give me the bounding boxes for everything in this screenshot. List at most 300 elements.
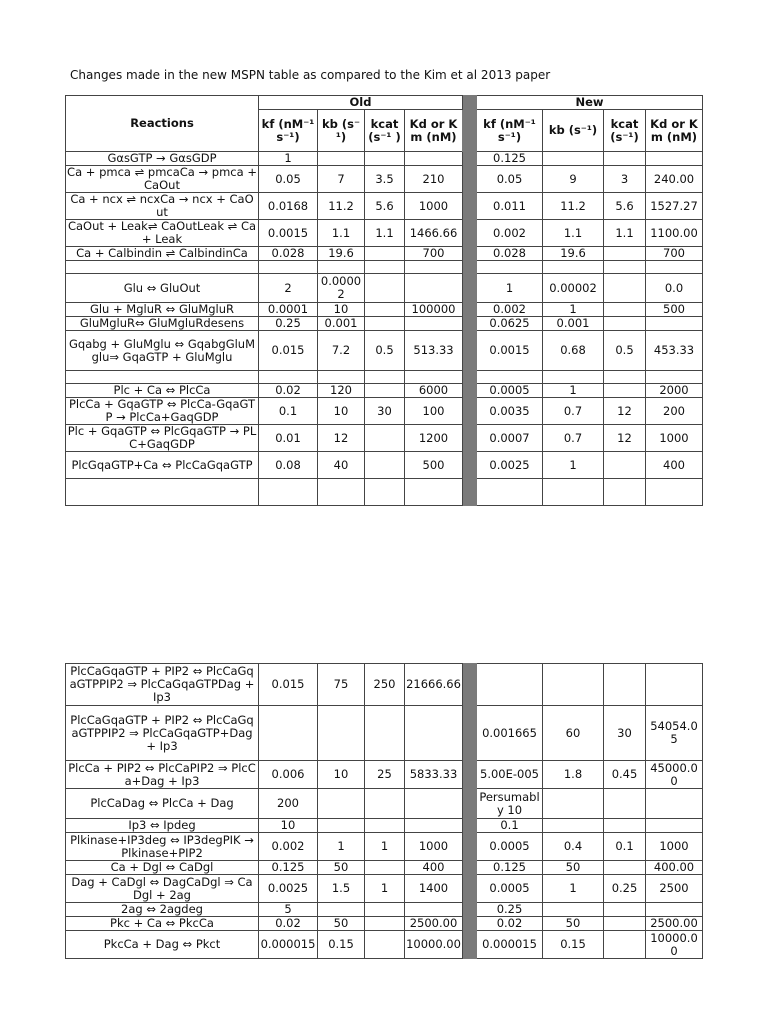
new-kf-cell: 0.002 (477, 303, 543, 317)
column-separator (463, 274, 477, 303)
new-kcat-cell (604, 861, 646, 875)
old-kb-cell: 10 (318, 303, 365, 317)
old-kf-cell: 0.028 (259, 247, 318, 261)
old-kd-cell (405, 261, 463, 274)
new-kcat-cell: 12 (604, 425, 646, 452)
reaction-cell: Plkinase+IP3deg ⇔ IP3degPIK → Plkinase+PIP2 (66, 833, 259, 861)
old-kb-cell: 19.6 (318, 247, 365, 261)
old-kd-cell (405, 819, 463, 833)
old-kd-header: Kd or Km (nM) (405, 110, 463, 152)
new-kb-cell: 1.1 (543, 220, 604, 247)
new-kd-cell: 1000 (646, 833, 703, 861)
table-row (66, 331, 703, 371)
new-kf-header: kf (nM⁻¹ s⁻¹) (477, 110, 543, 152)
new-kd-cell (646, 371, 703, 384)
new-kb-cell (543, 261, 604, 274)
old-kd-cell (405, 274, 463, 303)
new-kf-cell: 5.00E-005 (477, 761, 543, 789)
new-kcat-cell (604, 789, 646, 819)
old-kd-cell: 1400 (405, 875, 463, 903)
old-kcat-cell (365, 861, 405, 875)
new-kf-cell: 0.028 (477, 247, 543, 261)
new-kf-cell (477, 371, 543, 384)
new-kcat-cell: 5.6 (604, 193, 646, 220)
table-row (66, 479, 703, 506)
new-kb-cell (543, 371, 604, 384)
reaction-cell: PlcCaDag ⇔ PlcCa + Dag (66, 789, 259, 819)
old-kcat-cell (365, 303, 405, 317)
reaction-cell (66, 371, 259, 384)
old-kb-cell: 12 (318, 425, 365, 452)
reaction-cell: PkcCa + Dag ⇔ Pkct (66, 931, 259, 959)
table-row (66, 193, 703, 220)
new-kb-cell: 0.4 (543, 833, 604, 861)
old-kcat-cell (365, 479, 405, 506)
new-kd-cell (646, 664, 703, 706)
reaction-cell: Ip3 ⇔ Ipdeg (66, 819, 259, 833)
old-kcat-cell (365, 917, 405, 931)
table-row (66, 875, 703, 903)
column-separator (463, 425, 477, 452)
old-kf-cell: 0.015 (259, 664, 318, 706)
old-kd-cell: 5833.33 (405, 761, 463, 789)
column-separator (463, 261, 477, 274)
new-kb-cell: 1 (543, 875, 604, 903)
table-row (66, 917, 703, 931)
new-kf-cell: 0.0035 (477, 398, 543, 425)
new-kd-cell: 2500 (646, 875, 703, 903)
table-row (66, 861, 703, 875)
new-kcat-cell (604, 247, 646, 261)
old-kb-cell (318, 789, 365, 819)
new-kb-cell: 0.001 (543, 317, 604, 331)
reaction-cell: PlcGqaGTP+Ca ⇔ PlcCaGqaGTP (66, 452, 259, 479)
new-kcat-cell (604, 903, 646, 917)
column-separator (463, 96, 477, 152)
old-kf-cell: 5 (259, 903, 318, 917)
new-kcat-cell (604, 371, 646, 384)
new-kb-cell: 0.00002 (543, 274, 604, 303)
old-kf-cell: 0.0001 (259, 303, 318, 317)
new-kf-cell: 0.0005 (477, 384, 543, 398)
old-kf-cell: 0.02 (259, 917, 318, 931)
new-kd-cell: 45000.00 (646, 761, 703, 789)
old-kd-cell: 400 (405, 861, 463, 875)
new-kf-cell: 1 (477, 274, 543, 303)
old-kcat-cell (365, 425, 405, 452)
old-kd-cell: 21666.66 (405, 664, 463, 706)
new-kd-cell: 200 (646, 398, 703, 425)
old-kf-cell: 0.0015 (259, 220, 318, 247)
old-kd-cell: 6000 (405, 384, 463, 398)
column-separator (463, 371, 477, 384)
old-kcat-cell (365, 706, 405, 761)
reaction-cell: Pkc + Ca ⇔ PkcCa (66, 917, 259, 931)
old-kf-cell: 2 (259, 274, 318, 303)
old-kcat-cell: 250 (365, 664, 405, 706)
old-kf-header: kf (nM⁻¹ s⁻¹) (259, 110, 318, 152)
reaction-cell: 2ag ⇔ 2agdeg (66, 903, 259, 917)
old-kb-cell (318, 819, 365, 833)
rate-constants-table-part-2 (65, 663, 703, 959)
column-separator (463, 833, 477, 861)
new-kd-header: Kd or Km (nM) (646, 110, 703, 152)
new-kf-cell: 0.125 (477, 152, 543, 166)
new-kd-cell: 700 (646, 247, 703, 261)
old-kcat-cell: 25 (365, 761, 405, 789)
new-kf-cell: 0.011 (477, 193, 543, 220)
new-kb-cell (543, 664, 604, 706)
column-separator (463, 917, 477, 931)
table-row (66, 706, 703, 761)
old-kb-cell (318, 371, 365, 384)
new-kf-cell: 0.000015 (477, 931, 543, 959)
table-row (66, 452, 703, 479)
new-kcat-cell (604, 303, 646, 317)
table-row (66, 761, 703, 789)
old-kf-cell: 0.006 (259, 761, 318, 789)
old-kcat-cell: 1 (365, 875, 405, 903)
new-kf-cell: 0.0025 (477, 452, 543, 479)
new-kf-cell: 0.0005 (477, 875, 543, 903)
old-kb-cell: 10 (318, 761, 365, 789)
old-kd-cell: 513.33 (405, 331, 463, 371)
new-kcat-cell: 0.25 (604, 875, 646, 903)
table-row (66, 833, 703, 861)
new-kd-cell: 1527.27 (646, 193, 703, 220)
old-kb-cell: 7 (318, 166, 365, 193)
reaction-cell: Plc + Ca ⇔ PlcCa (66, 384, 259, 398)
old-kcat-cell (365, 452, 405, 479)
old-kd-cell: 100 (405, 398, 463, 425)
rate-constants-table-part-1 (65, 95, 703, 506)
new-kb-cell: 1 (543, 452, 604, 479)
column-separator (463, 331, 477, 371)
old-kcat-cell: 3.5 (365, 166, 405, 193)
table-row (66, 247, 703, 261)
table-body (66, 152, 703, 506)
new-kcat-cell: 1.1 (604, 220, 646, 247)
old-kb-cell: 10 (318, 398, 365, 425)
new-kcat-cell (604, 384, 646, 398)
old-kb-cell (318, 479, 365, 506)
new-kb-cell: 0.7 (543, 398, 604, 425)
old-kcat-cell (365, 384, 405, 398)
new-kf-cell (477, 664, 543, 706)
new-kcat-cell: 3 (604, 166, 646, 193)
new-kd-cell: 1100.00 (646, 220, 703, 247)
table-row (66, 166, 703, 193)
new-kf-cell: 0.05 (477, 166, 543, 193)
table-row (66, 220, 703, 247)
new-kcat-cell: 0.5 (604, 331, 646, 371)
old-kcat-header: kcat (s⁻¹ ) (365, 110, 405, 152)
reaction-cell: Plc + GqaGTP ⇔ PlcGqaGTP → PLC+GaqGDP (66, 425, 259, 452)
old-kcat-cell: 0.5 (365, 331, 405, 371)
new-kb-cell: 60 (543, 706, 604, 761)
new-kd-cell: 400 (646, 452, 703, 479)
old-kcat-cell (365, 317, 405, 331)
new-kd-cell: 2000 (646, 384, 703, 398)
reaction-cell: PlcCa + GqaGTP ⇔ PlcCa-GqaGTP → PlcCa+GaqGDP (66, 398, 259, 425)
new-kd-cell (646, 903, 703, 917)
column-separator (463, 861, 477, 875)
column-separator (463, 452, 477, 479)
old-kb-cell: 7.2 (318, 331, 365, 371)
old-kd-cell (405, 706, 463, 761)
new-kb-cell: 50 (543, 861, 604, 875)
new-kd-cell: 10000.00 (646, 931, 703, 959)
new-kb-cell: 0.68 (543, 331, 604, 371)
new-kb-header: kb (s⁻¹) (543, 110, 604, 152)
table-row (66, 152, 703, 166)
column-separator (463, 193, 477, 220)
old-kcat-cell: 1.1 (365, 220, 405, 247)
old-kf-cell (259, 706, 318, 761)
column-separator (463, 303, 477, 317)
table-row (66, 903, 703, 917)
old-kf-cell (259, 371, 318, 384)
table-row (66, 789, 703, 819)
new-kf-cell: 0.25 (477, 903, 543, 917)
old-kd-cell: 1000 (405, 193, 463, 220)
table-row (66, 819, 703, 833)
old-kd-cell: 500 (405, 452, 463, 479)
old-kb-cell (318, 903, 365, 917)
new-kcat-cell (604, 452, 646, 479)
new-kd-cell: 54054.05 (646, 706, 703, 761)
old-kcat-cell (365, 931, 405, 959)
reaction-cell: GluMgluR⇔ GluMgluRdesens (66, 317, 259, 331)
reaction-cell: PlcCa + PIP2 ⇔ PlcCaPIP2 ⇒ PlcCa+Dag + Ip3 (66, 761, 259, 789)
new-kb-cell: 9 (543, 166, 604, 193)
old-kb-cell: 11.2 (318, 193, 365, 220)
new-kf-cell (477, 261, 543, 274)
column-separator (463, 875, 477, 903)
old-kf-cell: 0.08 (259, 452, 318, 479)
column-separator (463, 761, 477, 789)
new-kb-cell (543, 789, 604, 819)
new-kcat-cell (604, 317, 646, 331)
old-kf-cell (259, 479, 318, 506)
new-kf-cell: 0.0625 (477, 317, 543, 331)
old-kf-cell: 0.125 (259, 861, 318, 875)
new-kf-cell (477, 479, 543, 506)
old-kcat-cell (365, 903, 405, 917)
old-kb-cell: 1.1 (318, 220, 365, 247)
new-kf-cell: Persumably 10 (477, 789, 543, 819)
new-kcat-cell (604, 931, 646, 959)
old-kb-cell (318, 152, 365, 166)
table-caption: Changes made in the new MSPN table as compared to the Kim et al 2013 paper (70, 68, 551, 82)
reaction-cell: GαsGTP → GαsGDP (66, 152, 259, 166)
new-kcat-cell (604, 479, 646, 506)
old-kf-cell: 0.01 (259, 425, 318, 452)
old-group-header: Old (259, 96, 463, 110)
old-kd-cell: 100000 (405, 303, 463, 317)
old-kb-cell: 50 (318, 917, 365, 931)
new-kb-cell: 0.7 (543, 425, 604, 452)
column-separator (463, 789, 477, 819)
reaction-cell: Ca + Dgl ⇔ CaDgl (66, 861, 259, 875)
old-kcat-cell: 30 (365, 398, 405, 425)
new-kd-cell (646, 317, 703, 331)
old-kd-cell: 210 (405, 166, 463, 193)
column-separator (463, 398, 477, 425)
table-row (66, 425, 703, 452)
old-kcat-cell (365, 261, 405, 274)
old-kb-cell: 0.001 (318, 317, 365, 331)
column-separator (463, 819, 477, 833)
column-separator (463, 479, 477, 506)
new-kd-cell (646, 819, 703, 833)
column-separator (463, 706, 477, 761)
new-kf-cell: 0.0005 (477, 833, 543, 861)
new-kb-cell (543, 819, 604, 833)
table-row (66, 931, 703, 959)
old-kd-cell (405, 903, 463, 917)
old-kd-cell (405, 371, 463, 384)
reaction-cell: Ca + pmca ⇌ pmcaCa → pmca + CaOut (67, 165, 257, 192)
reactions-header: Reactions (66, 96, 259, 152)
old-kf-cell: 0.05 (259, 166, 318, 193)
old-kd-cell (405, 317, 463, 331)
new-kf-cell: 0.0007 (477, 425, 543, 452)
old-kf-cell: 0.25 (259, 317, 318, 331)
new-kb-cell: 1 (543, 303, 604, 317)
old-kcat-cell: 5.6 (365, 193, 405, 220)
table-row (66, 371, 703, 384)
new-kd-cell: 453.33 (646, 331, 703, 371)
old-kcat-cell (365, 789, 405, 819)
new-group-header: New (477, 96, 703, 110)
new-kf-cell: 0.1 (477, 819, 543, 833)
new-kf-cell: 0.001665 (477, 706, 543, 761)
old-kcat-cell (365, 371, 405, 384)
new-kcat-cell (604, 917, 646, 931)
reaction-cell: Gqabg + GluMglu ⇔ GqabgGluMglu⇒ GqaGTP + GluMglu (66, 331, 259, 371)
reaction-cell: Ca + Calbindin ⇌ CalbindinCa (66, 247, 259, 261)
new-kcat-header: kcat (s⁻¹) (604, 110, 646, 152)
new-kf-cell: 0.125 (477, 861, 543, 875)
old-kb-cell: 0.15 (318, 931, 365, 959)
old-kb-cell: 40 (318, 452, 365, 479)
column-separator (463, 152, 477, 166)
old-kd-cell: 1000 (405, 833, 463, 861)
table-row (66, 317, 703, 331)
old-kcat-cell (365, 819, 405, 833)
new-kd-cell: 400.00 (646, 861, 703, 875)
column-separator (463, 903, 477, 917)
table-row (66, 303, 703, 317)
new-kcat-cell (604, 274, 646, 303)
reaction-cell: Ca + ncx ⇌ ncxCa → ncx + CaOut (66, 193, 259, 220)
reaction-cell: PlcCaGqaGTP + PIP2 ⇔ PlcCaGqaGTPPIP2 ⇒ PlcCaGqaGTPDag + Ip3 (66, 664, 259, 706)
old-kcat-cell (365, 152, 405, 166)
column-separator (463, 220, 477, 247)
column-separator (463, 664, 477, 706)
new-kcat-cell: 12 (604, 398, 646, 425)
old-kcat-cell (365, 274, 405, 303)
new-kcat-cell (604, 819, 646, 833)
new-kb-cell: 1.8 (543, 761, 604, 789)
old-kd-cell (405, 789, 463, 819)
old-kb-header: kb (s⁻¹) (318, 110, 365, 152)
table-row (66, 398, 703, 425)
column-separator (463, 384, 477, 398)
column-separator (463, 931, 477, 959)
reaction-cell (66, 261, 259, 274)
new-kb-cell (543, 479, 604, 506)
old-kd-cell: 2500.00 (405, 917, 463, 931)
old-kb-cell (318, 706, 365, 761)
table-row (66, 274, 703, 303)
old-kf-cell: 0.1 (259, 398, 318, 425)
old-kf-cell: 1 (259, 152, 318, 166)
reaction-cell: CaOut + Leak⇌ CaOutLeak ⇌ Ca + Leak (66, 220, 259, 247)
old-kb-cell (318, 261, 365, 274)
new-kb-cell: 11.2 (543, 193, 604, 220)
new-kd-cell: 1000 (646, 425, 703, 452)
new-kcat-cell (604, 152, 646, 166)
old-kf-cell (259, 261, 318, 274)
old-kf-cell: 0.02 (259, 384, 318, 398)
new-kf-cell: 0.002 (477, 220, 543, 247)
old-kd-cell (405, 152, 463, 166)
new-kcat-cell (604, 664, 646, 706)
reaction-cell (66, 479, 259, 506)
old-kb-cell: 50 (318, 861, 365, 875)
old-kd-cell: 1466.66 (405, 220, 463, 247)
old-kf-cell: 0.015 (259, 331, 318, 371)
reaction-cell: PlcCaGqaGTP + PIP2 ⇔ PlcCaGqaGTPPIP2 ⇒ PlcCaGqaGTP+Dag + Ip3 (66, 706, 259, 761)
new-kcat-cell: 0.45 (604, 761, 646, 789)
new-kb-cell: 1 (543, 384, 604, 398)
old-kd-cell: 700 (405, 247, 463, 261)
new-kcat-cell: 30 (604, 706, 646, 761)
new-kf-cell: 0.0015 (477, 331, 543, 371)
column-separator (463, 166, 477, 193)
new-kb-cell: 0.15 (543, 931, 604, 959)
new-kd-cell: 500 (646, 303, 703, 317)
new-kb-cell (543, 152, 604, 166)
old-kd-cell: 10000.00 (405, 931, 463, 959)
reaction-cell: Dag + CaDgl ⇔ DagCaDgl ⇒ CaDgl + 2ag (66, 875, 259, 903)
old-kb-cell: 0.00002 (318, 274, 365, 303)
table-body (66, 664, 703, 959)
old-kf-cell: 0.0168 (259, 193, 318, 220)
new-kcat-cell: 0.1 (604, 833, 646, 861)
new-kd-cell: 0.0 (646, 274, 703, 303)
reaction-cell: Glu ⇔ GluOut (66, 274, 259, 303)
old-kb-cell: 1 (318, 833, 365, 861)
old-kcat-cell: 1 (365, 833, 405, 861)
old-kf-cell: 0.002 (259, 833, 318, 861)
old-kcat-cell (365, 247, 405, 261)
new-kd-cell (646, 152, 703, 166)
old-kd-cell (405, 479, 463, 506)
new-kd-cell (646, 789, 703, 819)
new-kd-cell: 240.00 (646, 166, 703, 193)
table-row (66, 261, 703, 274)
new-kd-cell (646, 261, 703, 274)
table-row (66, 384, 703, 398)
table-row (66, 664, 703, 706)
new-kcat-cell (604, 261, 646, 274)
new-kb-cell: 19.6 (543, 247, 604, 261)
old-kb-cell: 120 (318, 384, 365, 398)
new-kd-cell (646, 479, 703, 506)
